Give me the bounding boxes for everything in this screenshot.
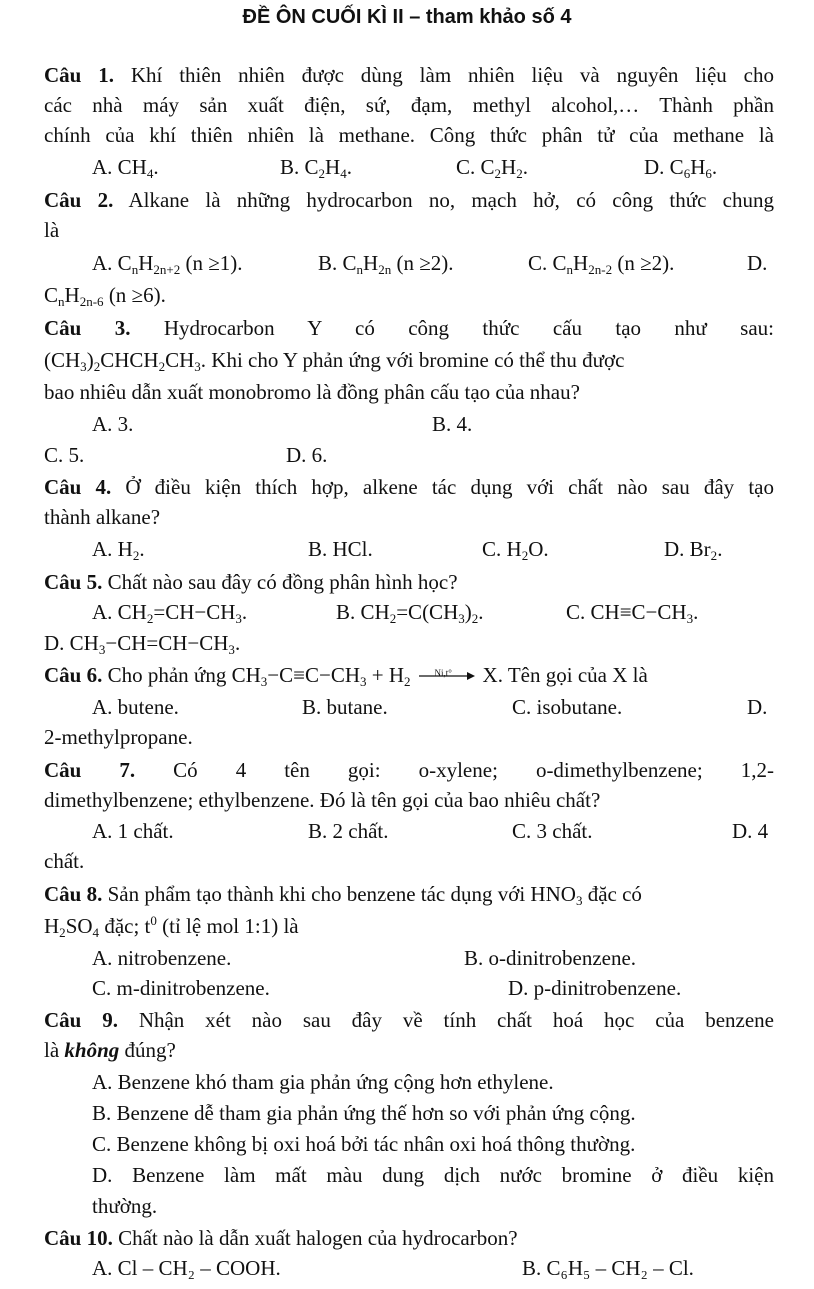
- question-5-line-1: Câu 5. Chất nào sau đây có đồng phân hình học?: [44, 570, 458, 594]
- question-8-line-2: $H_2SO_4$ đặc; $t^0$ (tỉ lệ mol 1:1) là: [44, 913, 299, 940]
- question-5-options: [44, 597, 774, 627]
- question-2-options: [44, 248, 774, 278]
- question-7-line-1: Câu 7. Có 4 tên gọi: o-xylene; o-dimethylbenzene; 1,2-: [44, 758, 774, 782]
- q10-option-a: A. Cl – CH₂ – COOH.: [92, 1256, 281, 1280]
- reaction-arrow: Ni,t°: [417, 664, 477, 684]
- q2-option-d: D.: [747, 251, 768, 275]
- q4-option-b: B. HCl.: [308, 537, 373, 561]
- q8-option-a: A. nitrobenzene.: [92, 946, 232, 970]
- question-9-line-2: là không đúng?: [44, 1038, 176, 1062]
- question-6-line-1: Câu 6. Cho phản ứng $CH_3-C\equiv C-CH_3 + H_2$ Ni,t° X. Tên gọi của X là: [44, 663, 648, 689]
- question-4-options: [44, 534, 774, 564]
- question-1-options: [44, 152, 774, 182]
- q3-option-a: A. 3.: [92, 412, 134, 436]
- q3-option-c: C. 5.: [44, 443, 85, 467]
- q6-option-b: B. butane.: [302, 695, 388, 719]
- q7-option-d-cont: chất.: [44, 849, 85, 873]
- question-7-options: [44, 816, 774, 846]
- q9-option-c: C. Benzene không bị oxi hoá bởi tác nhân oxi hoá thông thường.: [92, 1132, 636, 1156]
- question-1-line-1: Câu 1. Khí thiên nhiên được dùng làm nhiên liệu và nguyên liệu cho: [44, 63, 774, 87]
- q2-option-b: B. $C_nH_{2n}$ (n ≥2).: [318, 251, 454, 277]
- q8-option-c: C. m-dinitrobenzene.: [92, 976, 270, 1000]
- question-3-line-1: Câu 3. Hydrocarbon Y có công thức cấu tạo như sau:: [44, 316, 774, 340]
- question-2-line-2: là: [44, 218, 60, 242]
- q2-option-a: A. $C_nH_{2n+2}$ (n ≥1).: [92, 251, 243, 277]
- q8-option-d: D. p-dinitrobenzene.: [508, 976, 682, 1000]
- q6-option-d: D.: [747, 695, 768, 719]
- q4-option-a: A. $H_2$.: [92, 537, 145, 563]
- q1-option-a: A. $CH_4$.: [92, 155, 159, 181]
- question-3-options-row1: [44, 409, 774, 439]
- question-9-line-1: Câu 9. Nhận xét nào sau đây về tính chất hoá học của benzene: [44, 1008, 774, 1032]
- q1-option-c: C. $C_2H_2$.: [456, 155, 528, 181]
- q6-option-c: C. isobutane.: [512, 695, 623, 719]
- q1-option-b: B. $C_2H_4$.: [280, 155, 352, 181]
- q9-option-d-cont: thường.: [92, 1194, 158, 1218]
- question-3-options-row2: [44, 440, 774, 470]
- q2-option-d-cont: $C_nH_{2n-6}$ (n ≥6).: [44, 283, 166, 309]
- question-3-line-3: bao nhiêu dẫn xuất monobromo là đồng phân cấu tạo của nhau?: [44, 380, 580, 404]
- question-1-number: Câu 1.: [44, 63, 114, 87]
- question-8-options-row1: [44, 943, 774, 973]
- question-4-line-1: Câu 4. Ở điều kiện thích hợp, alkene tác dụng với chất nào sau đây tạo: [44, 475, 774, 499]
- q3-option-d: D. 6.: [286, 443, 328, 467]
- q7-option-d: D. 4: [732, 819, 769, 843]
- question-1-line-3: chính của khí thiên nhiên là methane. Công thức phân tử của methane là: [44, 123, 774, 147]
- question-3-line-2: $(CH_3)_2CHCH_2CH_3$. Khi cho Y phản ứng với bromine có thể thu được: [44, 348, 625, 374]
- q6-option-d-cont: 2-methylpropane.: [44, 725, 193, 749]
- q5-option-d: D. $CH_3-CH=CH-CH_3$.: [44, 631, 241, 657]
- question-10-options-row1: [44, 1253, 774, 1283]
- q7-option-b: B. 2 chất.: [308, 819, 389, 843]
- question-6-options: [44, 692, 774, 722]
- q1-option-d: D. $C_6H_6$.: [644, 155, 718, 181]
- q5-option-b: B. $CH_2=C(CH_3)_2$.: [336, 600, 484, 626]
- q4-option-d: D. $Br_2$.: [664, 537, 723, 563]
- question-4-line-2: thành alkane?: [44, 505, 161, 529]
- q8-option-b: B. o-dinitrobenzene.: [464, 946, 637, 970]
- question-8-options-row2: [44, 973, 774, 1003]
- q4-option-c: C. $H_2O$.: [482, 537, 549, 563]
- question-10-line-1: Câu 10. Chất nào là dẫn xuất halogen của hydrocarbon?: [44, 1226, 518, 1250]
- q7-option-a: A. 1 chất.: [92, 819, 174, 843]
- q10-option-b: B. C₆H₅ – CH₂ – Cl.: [522, 1256, 694, 1280]
- question-2-line-1: Câu 2. Alkane là những hydrocarbon no, mạch hở, có công thức chung: [44, 188, 774, 212]
- q2-option-c: C. $C_nH_{2n-2}$ (n ≥2).: [528, 251, 675, 277]
- page-title: ĐỀ ÔN CUỐI KÌ II – tham khảo số 4: [242, 6, 572, 28]
- q9-option-d: D. Benzene làm mất màu dung dịch nước bromine ở điều kiện: [92, 1163, 774, 1187]
- q9-option-b: B. Benzene dễ tham gia phản ứng thế hơn so với phản ứng cộng.: [92, 1101, 636, 1125]
- q5-option-c: C. $CH\equiv C-CH_3$.: [566, 600, 699, 626]
- q3-option-b: B. 4.: [432, 412, 473, 436]
- question-7-line-2: dimethylbenzene; ethylbenzene. Đó là tên gọi của bao nhiêu chất?: [44, 788, 601, 812]
- q6-option-a: A. butene.: [92, 695, 179, 719]
- question-1-line-2: các nhà máy sản xuất điện, sứ, đạm, methyl alcohol,… Thành phần: [44, 93, 774, 117]
- q9-option-a: A. Benzene khó tham gia phản ứng cộng hơn ethylene.: [92, 1070, 554, 1094]
- question-8-line-1: Câu 8. Sản phẩm tạo thành khi cho benzene tác dụng với $HNO_3$ đặc có: [44, 882, 642, 908]
- q5-option-a: A. $CH_2=CH-CH_3$.: [92, 600, 248, 626]
- q7-option-c: C. 3 chất.: [512, 819, 593, 843]
